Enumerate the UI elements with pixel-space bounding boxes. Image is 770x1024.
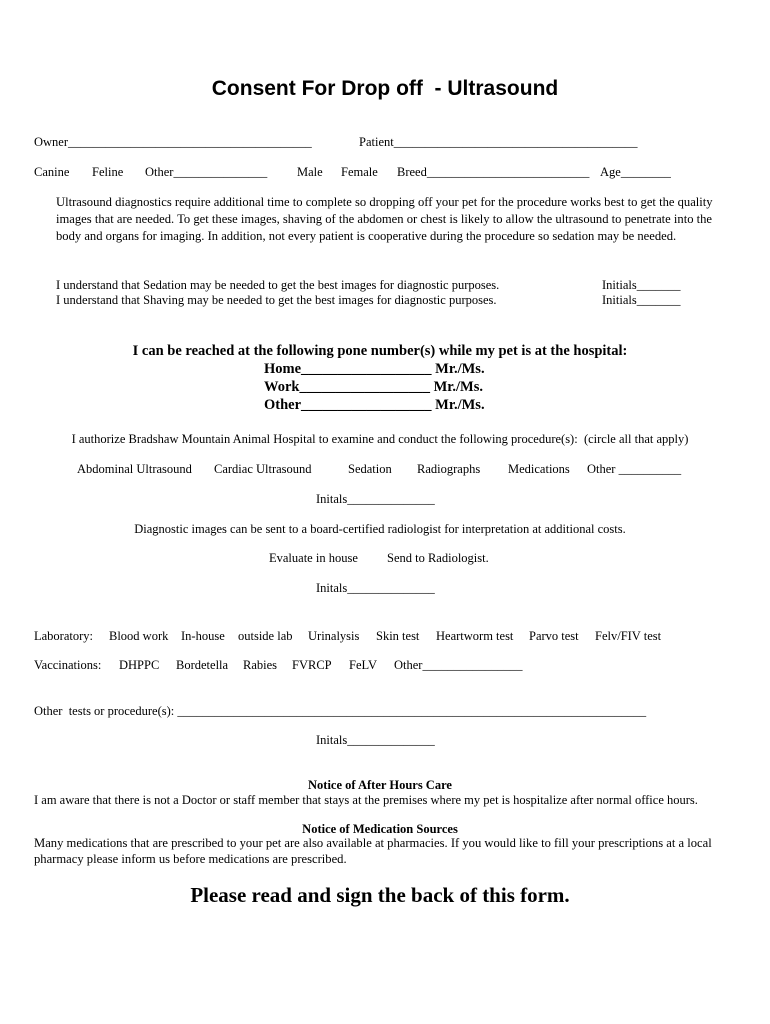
understand-shaving: I understand that Shaving may be needed to get the best images for diagnostic purposes. bbox=[56, 293, 497, 307]
intro-paragraph: Ultrasound diagnostics require additional time to complete so dropping off your pet for the procedure works best to get the quality images that are needed. To get these images, shaving of the abdomen or chest is likely to allow the ultrasound to penetrate into the body and organs for imaging. In addition, not every patient is cooperative during the procedure so sedation may be needed. bbox=[56, 195, 713, 243]
radiologist-note: Diagnostic images can be sent to a board-certified radiologist for interpretation at additional costs. bbox=[134, 522, 626, 536]
initials-radiologist[interactable]: Initals______________ bbox=[316, 581, 435, 595]
species-other[interactable]: Other_______________ bbox=[145, 165, 268, 179]
lab-urinalysis[interactable]: Urinalysis bbox=[308, 629, 360, 643]
med-sources-text: Many medications that are prescribed to your pet are also available at pharmacies. If you would like to fill your prescriptions at a local pharmacy please inform us before medications are prescribed. bbox=[34, 836, 712, 866]
phone-home[interactable]: Home__________________ Mr./Ms. bbox=[264, 361, 485, 377]
vaccinations-label: Vaccinations: bbox=[34, 658, 102, 672]
phone-heading: I can be reached at the following pone number(s) while my pet is at the hospital: bbox=[132, 343, 628, 359]
species-canine[interactable]: Canine bbox=[34, 165, 70, 179]
vacc-dhppc[interactable]: DHPPC bbox=[119, 658, 160, 672]
authorize-text: I authorize Bradshaw Mountain Animal Hospital to examine and conduct the following procedure(s): (circle all that apply) bbox=[71, 432, 689, 446]
understand-sedation: I understand that Sedation may be needed to get the best images for diagnostic purposes. bbox=[56, 278, 500, 292]
after-hours-text: I am aware that there is not a Doctor or staff member that stays at the premises where my pet is hospitalize after normal office hours. bbox=[34, 793, 698, 807]
initials-other-tests[interactable]: Initals______________ bbox=[316, 733, 435, 747]
breed-field[interactable]: Breed__________________________ bbox=[397, 165, 590, 179]
option-evaluate-in-house[interactable]: Evaluate in house bbox=[269, 551, 358, 565]
option-send-to-radiologist[interactable]: Send to Radiologist. bbox=[387, 551, 489, 565]
procedure-radiographs[interactable]: Radiographs bbox=[417, 462, 481, 476]
vacc-fvrcp[interactable]: FVRCP bbox=[292, 658, 332, 672]
patient-field[interactable]: Patient_______________________________________ bbox=[359, 135, 638, 149]
vacc-felv[interactable]: FeLV bbox=[349, 658, 378, 672]
species-feline[interactable]: Feline bbox=[92, 165, 124, 179]
page-title: Consent For Drop off - Ultrasound bbox=[211, 77, 559, 100]
lab-in-house[interactable]: In-house bbox=[181, 629, 225, 643]
procedure-sedation[interactable]: Sedation bbox=[348, 462, 392, 476]
owner-field[interactable]: Owner_______________________________________ bbox=[34, 135, 312, 149]
procedure-medications[interactable]: Medications bbox=[508, 462, 570, 476]
age-field[interactable]: Age________ bbox=[600, 165, 671, 179]
lab-heartworm-test[interactable]: Heartworm test bbox=[436, 629, 514, 643]
lab-outside-lab[interactable]: outside lab bbox=[238, 629, 293, 643]
initials-shaving[interactable]: Initials_______ bbox=[602, 293, 681, 307]
med-sources-heading: Notice of Medication Sources bbox=[302, 822, 458, 836]
vacc-rabies[interactable]: Rabies bbox=[243, 658, 278, 672]
sex-male[interactable]: Male bbox=[297, 165, 323, 179]
procedure-cardiac[interactable]: Cardiac Ultrasound bbox=[214, 462, 312, 476]
lab-parvo-test[interactable]: Parvo test bbox=[529, 629, 579, 643]
lab-felv-fiv-test[interactable]: Felv/FIV test bbox=[595, 629, 662, 643]
sex-female[interactable]: Female bbox=[341, 165, 378, 179]
vacc-other[interactable]: Other________________ bbox=[394, 658, 523, 672]
phone-other[interactable]: Other__________________ Mr./Ms. bbox=[264, 397, 485, 413]
laboratory-label: Laboratory: bbox=[34, 629, 94, 643]
initials-sedation[interactable]: Initials_______ bbox=[602, 278, 681, 292]
procedure-abdominal[interactable]: Abdominal Ultrasound bbox=[77, 462, 192, 476]
phone-work[interactable]: Work__________________ Mr./Ms. bbox=[264, 379, 483, 395]
lab-skin-test[interactable]: Skin test bbox=[376, 629, 420, 643]
other-tests-field[interactable]: Other tests or procedure(s): ___________________________________________________________________________ bbox=[34, 704, 647, 718]
lab-blood-work[interactable]: Blood work bbox=[109, 629, 169, 643]
after-hours-heading: Notice of After Hours Care bbox=[308, 778, 452, 792]
initials-procedures[interactable]: Initals______________ bbox=[316, 492, 435, 506]
procedure-other[interactable]: Other __________ bbox=[587, 462, 682, 476]
vacc-bordetella[interactable]: Bordetella bbox=[176, 658, 229, 672]
footer-instruction: Please read and sign the back of this form. bbox=[190, 883, 570, 907]
